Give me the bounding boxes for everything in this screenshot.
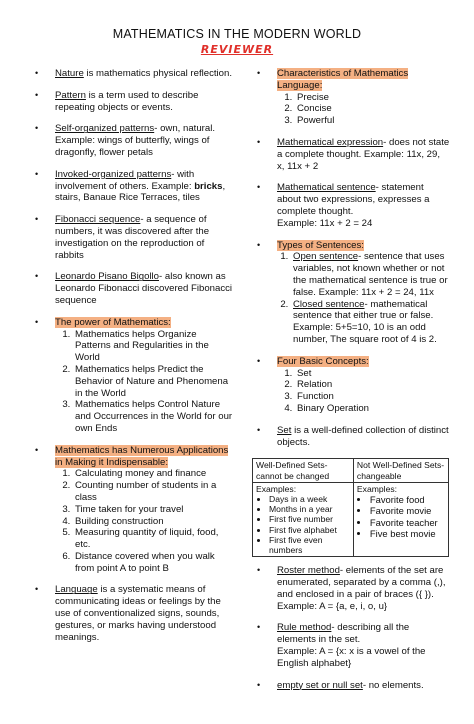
bullet-icon: • <box>35 271 39 282</box>
heading-indispensable: Mathematics has Numerous Applications in Making it Indispensable: <box>55 444 229 468</box>
power-item: 3. Mathematics helps Control Nature and Occurrences in the World for our own Ends <box>73 399 233 434</box>
bullet-icon: • <box>257 565 261 576</box>
bullet-icon: • <box>257 355 261 366</box>
list-item-invoked <box>33 169 233 204</box>
type-closed: 2. Closed sentence- mathematical sentence that either true or false. Example: 5+5=10, 10 is an odd number, The square root of 4 is 2. <box>291 299 450 346</box>
page-title: MATHEMATICS IN THE MODERN WORLD <box>112 27 362 41</box>
bullet-icon: • <box>257 622 261 633</box>
list-item-pattern <box>33 90 233 114</box>
list-item-four-concepts <box>255 356 450 415</box>
characteristic-item: 2. Concise <box>295 103 450 115</box>
example-roster: Example: A = {a, e, i, o, u} <box>277 600 388 612</box>
indispensable-item: 1. Calculating money and finance <box>73 468 233 480</box>
term-sentence: Mathematical sentence <box>277 182 376 194</box>
page-subtitle: REVIEWER <box>200 43 274 56</box>
heading-four-concepts: Four Basic Concepts: <box>277 355 369 367</box>
definition-expression: - does not state a complete thought. Example: 11x, 29, x, 11x + 2 <box>277 136 450 172</box>
bullet-icon: • <box>257 182 261 193</box>
concept-item: 3. Function <box>295 391 450 403</box>
term-pattern: Pattern <box>55 89 86 101</box>
term-language: Language <box>55 584 98 596</box>
bullet-icon: • <box>35 89 39 100</box>
table-cell-not-well-defined <box>353 482 448 556</box>
list-item-types <box>255 240 450 346</box>
heading-types: Types of Sentences: <box>277 239 364 251</box>
definition-sentence: - statement about two expressions, expresses a complete thought. <box>277 182 430 217</box>
term-roster: Roster method <box>277 565 340 577</box>
indispensable-item: 4. Building construction <box>73 516 233 528</box>
table-list-item: • First five number <box>269 514 350 524</box>
indispensable-list <box>55 468 233 574</box>
heading-characteristics: Characteristics of Mathematics Language: <box>277 68 409 91</box>
term-set: Set <box>277 424 292 436</box>
characteristic-item: 1. Precise <box>295 92 450 104</box>
examples-label: Examples: <box>356 483 398 494</box>
table-list-item: • First five alphabet <box>269 525 350 535</box>
four-concepts-list <box>277 368 450 415</box>
definition-nature: is mathematics physical reflection. <box>83 68 233 79</box>
bullet-icon: • <box>257 239 261 250</box>
table-list-item: • Months in a year <box>269 504 350 514</box>
table-header-well-defined: Well-Defined Sets- cannot be changed <box>253 459 354 482</box>
bullet-icon: • <box>257 68 261 78</box>
power-item: 1. Mathematics helps Organize Patterns and Regularities in the World <box>73 329 233 364</box>
list-item-roster <box>255 565 450 612</box>
well-defined-list <box>256 494 350 555</box>
bullet-icon: • <box>35 316 39 327</box>
table-list-item: • Five best movie <box>370 528 445 539</box>
term-self-organized: Self-organized patterns <box>55 123 155 135</box>
list-item-nature <box>33 68 233 80</box>
not-well-defined-list <box>357 494 445 540</box>
definition-set: is a well-defined collection of distinct objects. <box>277 424 449 448</box>
example-sentence: Example: 11x + 2 = 24 <box>277 217 373 229</box>
table-list-item: • Days in a week <box>269 494 350 504</box>
table-list-item: • First five even numbers <box>269 535 350 555</box>
list-item-power <box>33 317 233 435</box>
characteristics-list <box>277 92 450 127</box>
bullet-icon: • <box>257 424 261 435</box>
indispensable-item: 6. Distance covered when you walk from point A to point B <box>73 551 233 575</box>
bullet-icon: • <box>35 214 39 225</box>
list-item-bigollo <box>33 271 233 306</box>
indispensable-item: 3. Time taken for your travel <box>73 504 233 516</box>
definition-self-organized: - own, natural. Example: wings of butterfly, wings of dragonfly, flower petals <box>55 123 215 158</box>
example-rule: Example: A = {x: x is a vowel of the English alphabet} <box>277 645 426 669</box>
term-invoked: Invoked-organized patterns <box>55 168 172 180</box>
list-item-indispensable <box>33 445 233 575</box>
definition-invoked-b: , stairs, Banaue Rice Terraces, tiles <box>55 180 226 204</box>
power-list <box>55 329 233 435</box>
left-column <box>33 68 233 653</box>
term-fibonacci: Fibonacci sequence <box>55 214 141 226</box>
list-item-fibonacci <box>33 214 233 261</box>
bullet-icon: • <box>35 168 39 179</box>
list-item-expression <box>255 137 450 172</box>
bullet-icon: • <box>35 444 39 455</box>
term-nature: Nature <box>55 68 84 79</box>
list-item-rule <box>255 622 450 669</box>
list-item-language <box>33 584 233 643</box>
concept-item: 2. Relation <box>295 379 450 391</box>
definition-empty-set: - no elements. <box>362 679 424 691</box>
table-list-item: • Favorite teacher <box>370 517 445 528</box>
table-header-not-well-defined: Not Well-Defined Sets- changeable <box>353 459 448 482</box>
term-expression: Mathematical expression <box>277 136 384 148</box>
sets-table <box>252 458 449 557</box>
list-item-set <box>255 425 450 449</box>
bullet-icon: • <box>35 584 39 595</box>
table-list-item: • Favorite movie <box>370 505 445 516</box>
definition-language: is a systematic means of communicating ideas or feelings by the use of conventionalized signs, sounds, gestures, or marks having understood meanings. <box>55 584 221 643</box>
characteristic-item: 3. Powerful <box>295 115 450 127</box>
power-item: 2. Mathematics helps Predict the Behavior of Nature and Phenomena in the World <box>73 364 233 399</box>
definition-fibonacci: - a sequence of numbers, it was discovered after the investigation on the reproduction of rabbits <box>55 214 210 261</box>
table-cell-well-defined <box>253 482 354 556</box>
list-item-empty-set <box>255 680 450 692</box>
bullet-icon: • <box>257 136 261 147</box>
term-bigollo: Leonardo Pisano Bigollo <box>55 271 160 283</box>
list-item-sentence <box>255 182 450 229</box>
table-list-item: • Favorite food <box>370 494 445 505</box>
indispensable-item: 5. Measuring quantity of liquid, food, etc. <box>73 527 233 551</box>
indispensable-item: 2. Counting number of students in a class <box>73 480 233 504</box>
term-empty-set: empty set or null set <box>277 679 363 691</box>
definition-pattern: is a term used to describe repeating objects or events. <box>55 89 199 113</box>
concept-item: 4. Binary Operation <box>295 403 450 415</box>
definition-rule: - describing all the elements in the set. <box>277 622 410 646</box>
definition-bigollo: - also known as Leonardo Fibonacci discovered Fibonacci sequence <box>55 271 233 306</box>
bullet-icon: • <box>257 679 261 690</box>
type-open: 1. Open sentence- sentence that uses variables, not known whether or not the mathematical sentence is true or false. Example: 11x + 2 = 24, 11x <box>291 251 450 298</box>
heading-power: The power of Mathematics: <box>55 316 171 328</box>
bullet-icon: • <box>35 123 39 134</box>
concept-item: 1. Set <box>295 368 450 380</box>
definition-invoked-a: - with involvement of others. Example: <box>55 168 195 192</box>
types-list <box>277 251 450 345</box>
definition-roster: - elements of the set are enumerated, separated by a comma (,), and enclosed in a pair of braces ({ }). <box>277 565 446 600</box>
bold-bricks: bricks <box>194 180 223 192</box>
examples-label: Examples: <box>256 483 297 494</box>
term-rule: Rule method <box>277 622 332 634</box>
bullet-icon: • <box>35 68 39 78</box>
list-item-characteristics <box>255 68 450 127</box>
right-column <box>255 68 450 701</box>
list-item-self-organized <box>33 123 233 158</box>
